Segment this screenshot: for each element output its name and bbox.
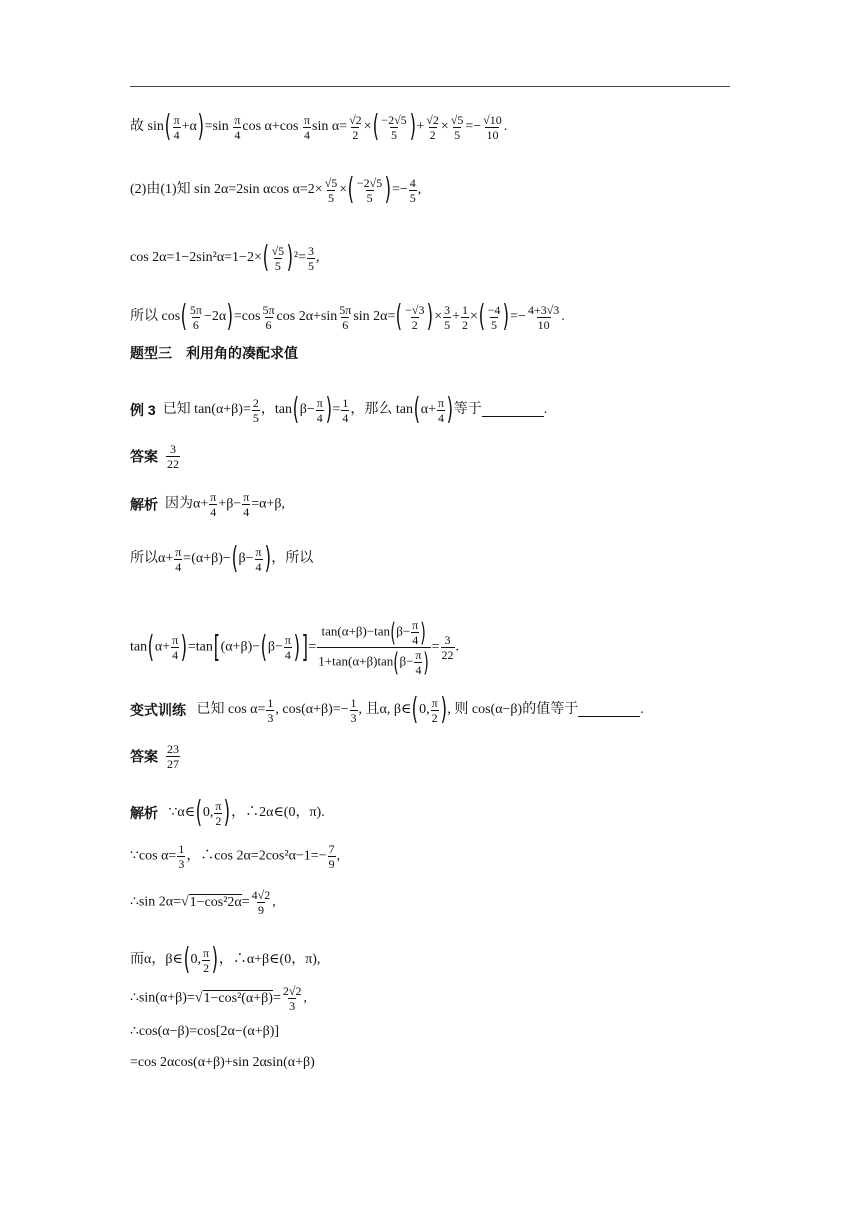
left-paren: ( xyxy=(262,240,269,275)
numerator: 1 xyxy=(462,302,469,317)
numerator: 4 xyxy=(409,175,416,190)
numerator: 5π xyxy=(189,302,202,317)
numerator: −2√5 xyxy=(356,175,383,190)
big-numerator xyxy=(321,618,428,647)
section-heading: 题型三 利用角的凑配求值 xyxy=(130,345,298,361)
text: ，∴α+β∈(0，π), xyxy=(218,952,321,967)
text: ∴sin 2α= xyxy=(130,894,181,910)
text: , cos(α+β)=− xyxy=(275,702,349,717)
denominator: 3 xyxy=(178,857,185,871)
answer-2 xyxy=(130,742,181,771)
text: 0, xyxy=(419,702,430,717)
denominator: 22 xyxy=(441,648,454,662)
left-paren: ( xyxy=(347,172,355,207)
fraction xyxy=(425,113,440,142)
denominator: 2 xyxy=(215,813,222,828)
answer-label: 答案 xyxy=(130,448,158,465)
denominator: 2 xyxy=(431,710,438,725)
line-sin-pi4-alpha xyxy=(130,109,508,144)
denominator: 27 xyxy=(167,757,179,771)
text: × xyxy=(470,309,478,324)
right-paren: ) xyxy=(440,692,447,727)
text: =sin xyxy=(204,119,233,134)
numerator: π xyxy=(415,648,422,662)
text: , xyxy=(417,182,422,197)
numerator: √5 xyxy=(324,175,338,190)
denominator: 4 xyxy=(412,633,419,647)
radical-sign: √ xyxy=(194,990,203,1006)
fraction xyxy=(251,888,272,917)
denominator: 4 xyxy=(243,505,250,519)
denominator: 5 xyxy=(409,190,416,205)
numerator: 3 xyxy=(444,633,451,647)
numerator: 1 xyxy=(342,395,349,410)
numerator: π xyxy=(172,633,179,647)
text: 所以 cos xyxy=(130,309,181,324)
denominator: 4 xyxy=(173,127,180,142)
text: cos 2α=1−2sin²α=1−2× xyxy=(130,250,262,265)
fraction xyxy=(356,176,383,205)
left-paren: ( xyxy=(413,392,421,427)
text: 因为α+ xyxy=(165,496,209,512)
fraction xyxy=(443,303,451,332)
text: + xyxy=(416,119,425,134)
fraction xyxy=(202,946,210,975)
fraction xyxy=(209,490,217,519)
solution-1-line-c xyxy=(130,618,459,677)
fraction xyxy=(350,696,358,725)
fraction xyxy=(255,545,263,574)
numerator: π xyxy=(210,490,217,504)
denominator: 4 xyxy=(255,559,262,574)
fraction xyxy=(441,633,455,662)
numerator: π xyxy=(437,395,445,410)
text: 等于 xyxy=(453,402,482,417)
numerator: π xyxy=(316,395,323,410)
text: × xyxy=(434,309,443,324)
numerator: 4√2 xyxy=(251,888,271,902)
text: , xyxy=(336,848,341,864)
denominator: 6 xyxy=(192,317,199,332)
left-paren: ( xyxy=(195,795,203,830)
fraction xyxy=(437,396,445,425)
numerator: 5π xyxy=(262,302,275,317)
left-paren: ( xyxy=(292,392,300,427)
text: ，∴2α∈(0，π). xyxy=(231,805,325,820)
denominator: 4 xyxy=(210,505,217,519)
left-paren: ( xyxy=(372,109,379,144)
fraction xyxy=(409,176,417,205)
numerator: π xyxy=(303,112,310,127)
line-sin-2alpha xyxy=(130,172,422,207)
right-paren: ) xyxy=(226,299,234,334)
left-paren: ( xyxy=(393,647,400,678)
numerator: π xyxy=(431,695,438,710)
numerator: π xyxy=(243,490,250,504)
text: =tan xyxy=(187,639,213,655)
fraction xyxy=(461,303,469,332)
text: sin α= xyxy=(312,119,348,134)
right-paren: ) xyxy=(427,299,434,334)
numerator: π xyxy=(215,798,222,813)
text: ，那么 tan xyxy=(350,402,414,417)
denominator: 4 xyxy=(438,410,445,425)
text: =− xyxy=(465,119,482,134)
fraction xyxy=(450,113,465,142)
right-paren: ) xyxy=(446,392,454,427)
fraction xyxy=(316,396,324,425)
denominator: 6 xyxy=(342,317,349,332)
denominator: 5 xyxy=(491,317,498,332)
text: 而α，β∈ xyxy=(130,952,183,967)
text: =− xyxy=(510,309,526,324)
big-fraction xyxy=(317,618,430,677)
text: β− xyxy=(238,551,254,566)
text: × xyxy=(363,119,372,134)
right-paren: ) xyxy=(211,942,219,977)
radicand: 1−cos²2α xyxy=(189,894,242,910)
denominator: 4 xyxy=(175,559,182,574)
text: 所以α+ xyxy=(130,551,174,566)
denominator: 4 xyxy=(415,663,422,677)
numerator: −2√5 xyxy=(381,112,407,127)
line-cos-2alpha xyxy=(130,240,320,275)
denominator: 5 xyxy=(307,258,314,273)
right-paren: ) xyxy=(286,240,294,275)
left-paren: ( xyxy=(390,617,396,648)
text: 0, xyxy=(190,952,202,967)
left-paren: ( xyxy=(260,629,268,665)
answer-blank xyxy=(482,404,544,417)
right-paren: ) xyxy=(503,299,510,334)
text: +α xyxy=(181,119,197,134)
denominator: 3 xyxy=(289,999,296,1013)
fraction xyxy=(189,303,203,332)
numerator: 5π xyxy=(339,302,352,317)
fraction xyxy=(171,633,179,662)
text: α+ xyxy=(420,402,436,417)
denominator: 4 xyxy=(316,410,323,425)
right-paren: ) xyxy=(293,629,301,665)
numerator: π xyxy=(203,945,210,960)
text: =(α+β)− xyxy=(183,551,231,566)
text: , xyxy=(272,894,276,910)
text: , 且α, β∈ xyxy=(358,702,412,717)
numerator: π xyxy=(173,112,180,127)
fraction xyxy=(380,113,407,142)
text: β− xyxy=(267,639,283,655)
left-paren: ( xyxy=(396,299,403,334)
text: β− xyxy=(399,653,414,669)
fraction xyxy=(328,842,336,871)
radical-sign: √ xyxy=(180,894,189,910)
numerator: π xyxy=(175,544,182,559)
denominator: 4 xyxy=(342,410,349,425)
text: tan(α+β)−tan xyxy=(321,623,391,639)
numerator: 3 xyxy=(170,442,176,456)
text: = xyxy=(332,402,341,417)
fraction xyxy=(341,396,349,425)
denominator: 5 xyxy=(366,190,373,205)
example-label: 例 3 xyxy=(130,402,156,418)
fraction xyxy=(404,303,425,332)
fraction xyxy=(414,648,422,677)
numerator: 23 xyxy=(167,742,179,756)
fraction xyxy=(242,490,250,519)
numerator: 3 xyxy=(444,302,451,317)
answer-blank xyxy=(578,704,640,717)
solution-2-line-a xyxy=(130,795,325,830)
text: . xyxy=(543,402,548,417)
denominator: 2 xyxy=(429,127,436,142)
denominator: 5 xyxy=(454,127,461,142)
line-cos-5pi6 xyxy=(130,299,565,334)
denominator: 2 xyxy=(462,317,469,332)
denominator: 9 xyxy=(328,857,335,871)
text: . xyxy=(640,702,644,717)
fraction xyxy=(173,113,181,142)
fraction xyxy=(282,984,303,1013)
numerator: π xyxy=(412,618,419,632)
fraction xyxy=(214,799,222,828)
text: + xyxy=(452,309,461,324)
radicand: 1−cos²(α+β) xyxy=(203,990,273,1006)
numerator: √2 xyxy=(426,112,439,127)
fraction xyxy=(174,545,182,574)
text: × xyxy=(440,119,449,134)
text: ∴sin(α+β)= xyxy=(130,990,195,1006)
solution-2-line-g: =cos 2αcos(α+β)+sin 2αsin(α+β) xyxy=(130,1055,315,1070)
fraction xyxy=(177,842,185,871)
fraction xyxy=(527,303,560,332)
right-paren: ) xyxy=(197,109,204,144)
variant-training xyxy=(130,692,644,727)
right-paren: ) xyxy=(420,617,427,648)
numerator: 2√2 xyxy=(282,984,302,998)
solution-2-line-d xyxy=(130,942,321,977)
denominator: 3 xyxy=(350,710,357,725)
denominator: 5 xyxy=(327,190,334,205)
text: =− xyxy=(391,182,408,197)
numerator: π xyxy=(284,633,291,647)
solution-2-line-b xyxy=(130,842,340,871)
text: . xyxy=(561,309,565,324)
numerator: 1 xyxy=(267,695,274,710)
left-paren: ( xyxy=(478,299,486,334)
left-paren: ( xyxy=(231,541,238,576)
fraction xyxy=(348,113,363,142)
solution-2-line-f: ∴cos(α−β)=cos[2α−(α+β)] xyxy=(130,1024,280,1039)
text: β− xyxy=(299,402,315,417)
fraction xyxy=(233,113,241,142)
denominator: 6 xyxy=(265,317,272,332)
numerator: √5 xyxy=(450,112,464,127)
fraction xyxy=(487,303,502,332)
solution-1-line-a xyxy=(130,490,285,519)
fraction xyxy=(252,396,260,425)
right-paren: ) xyxy=(384,172,392,207)
text: cos α+cos xyxy=(242,119,302,134)
right-paren: ) xyxy=(224,795,231,830)
text: =cos xyxy=(233,309,261,324)
numerator: 1 xyxy=(178,842,185,856)
fraction xyxy=(261,303,275,332)
numerator: π xyxy=(234,112,241,127)
text: = xyxy=(241,894,250,910)
text: × xyxy=(339,182,348,197)
answer-label: 答案 xyxy=(130,748,158,765)
text: , xyxy=(315,250,320,265)
solution-2-line-e xyxy=(130,984,307,1013)
right-paren: ) xyxy=(325,392,332,427)
text: −2α xyxy=(203,309,227,324)
denominator: 5 xyxy=(444,317,451,332)
header-rule xyxy=(130,86,730,87)
left-paren: ( xyxy=(183,942,190,977)
right-paren: ) xyxy=(423,647,430,678)
denominator: 22 xyxy=(167,457,179,471)
text: cos 2α+sin xyxy=(276,309,338,324)
denominator: 4 xyxy=(303,127,310,142)
solution-1-line-b xyxy=(130,541,314,576)
text: (2)由(1)知 sin 2α=2sin αcos α=2× xyxy=(130,182,323,197)
left-paren: ( xyxy=(164,109,171,144)
left-paren: ( xyxy=(412,692,419,727)
solution-2-line-c xyxy=(130,888,276,917)
right-paren: ) xyxy=(180,629,188,665)
text: =α+β, xyxy=(251,496,286,512)
denominator: 4 xyxy=(284,648,291,662)
denominator: 5 xyxy=(390,127,397,142)
big-denominator xyxy=(317,647,430,677)
text: 0, xyxy=(202,805,214,820)
denominator: 5 xyxy=(252,410,259,425)
numerator: √5 xyxy=(271,243,285,258)
numerator: 1 xyxy=(350,695,357,710)
numerator: −4 xyxy=(487,302,501,317)
text: ∵α∈ xyxy=(168,805,196,820)
denominator: 5 xyxy=(274,258,281,273)
fraction xyxy=(166,442,180,471)
text: = xyxy=(308,639,317,655)
solution-label: 解析 xyxy=(130,805,158,821)
text: 故 sin xyxy=(130,119,164,134)
right-paren: ) xyxy=(409,109,416,144)
text: = xyxy=(272,990,281,1006)
denominator: 2 xyxy=(203,960,210,975)
denominator: 4 xyxy=(172,648,179,662)
fraction xyxy=(303,113,311,142)
denominator: 2 xyxy=(411,317,418,332)
text: ，∴cos 2α=2cos²α−1=− xyxy=(186,848,327,864)
text: . xyxy=(455,639,460,655)
denominator: 10 xyxy=(486,127,499,142)
right-bracket: ] xyxy=(301,629,308,665)
fraction xyxy=(307,244,315,273)
fraction xyxy=(411,618,419,647)
text: 已知 cos α= xyxy=(196,702,266,717)
numerator: 2 xyxy=(252,395,259,410)
text: , xyxy=(303,990,307,1006)
denominator: 4 xyxy=(234,127,241,142)
fraction xyxy=(284,633,292,662)
solution-label: 解析 xyxy=(130,496,158,513)
fraction xyxy=(324,176,339,205)
text: tan xyxy=(130,639,148,655)
left-paren: ( xyxy=(180,299,188,334)
text: 已知 tan(α+β)= xyxy=(162,402,251,417)
numerator: 4+3√3 xyxy=(527,302,560,317)
text: α+ xyxy=(154,639,171,655)
text: 1+tan(α+β)tan xyxy=(318,653,394,669)
answer-1 xyxy=(130,442,181,471)
left-paren: ( xyxy=(147,629,155,665)
text: ，所以 xyxy=(271,551,314,566)
numerator: √10 xyxy=(483,112,502,127)
left-bracket: [ xyxy=(213,629,220,665)
denominator: 2 xyxy=(352,127,359,142)
numerator: π xyxy=(255,544,262,559)
numerator: 7 xyxy=(328,842,335,856)
denominator: 3 xyxy=(267,710,274,725)
text: sin 2α= xyxy=(353,309,396,324)
text: ²= xyxy=(293,250,306,265)
fraction xyxy=(266,696,274,725)
fraction xyxy=(338,303,352,332)
text: , 则 cos(α−β)的值等于 xyxy=(447,702,579,717)
text: β− xyxy=(396,623,411,639)
denominator: 10 xyxy=(537,317,550,332)
text: . xyxy=(503,119,508,134)
text: +β− xyxy=(218,496,242,512)
variant-label: 变式训练 xyxy=(130,702,186,718)
fraction xyxy=(431,696,439,725)
fraction xyxy=(482,113,503,142)
text: ∵cos α= xyxy=(130,848,177,864)
text: (α+β)− xyxy=(220,639,261,655)
numerator: 3 xyxy=(307,243,314,258)
fraction xyxy=(166,742,180,771)
fraction xyxy=(271,244,286,273)
example-3 xyxy=(130,392,548,427)
text: = xyxy=(431,639,440,655)
denominator: 9 xyxy=(257,903,264,917)
numerator: −√3 xyxy=(405,302,425,317)
numerator: √2 xyxy=(349,112,362,127)
right-paren: ) xyxy=(264,541,271,576)
text: ，tan xyxy=(260,402,292,417)
